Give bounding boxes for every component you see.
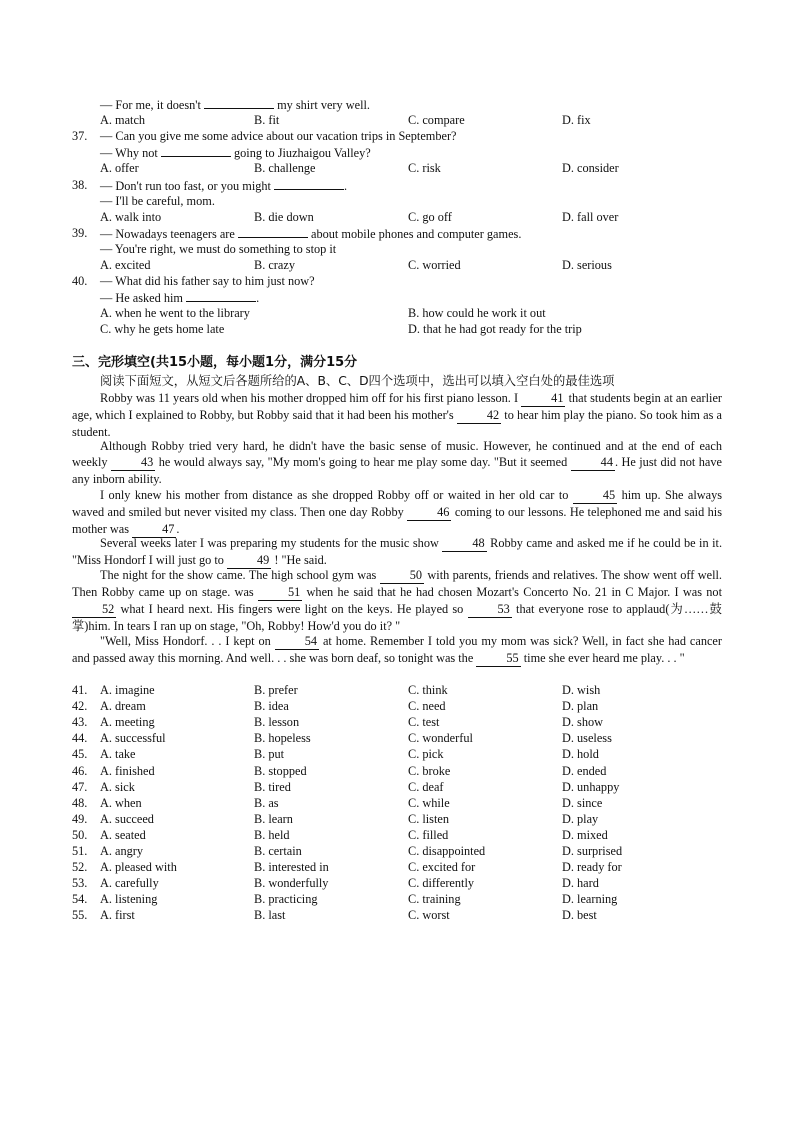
answer-option: B. stopped: [254, 763, 307, 778]
q37-option-c: C. risk: [408, 161, 441, 175]
answer-option: A. take: [100, 747, 136, 762]
blank-47: 47: [132, 521, 176, 538]
answer-option: B. interested in: [254, 860, 329, 875]
q37-option-a: A. offer: [100, 161, 139, 175]
answer-option: B. certain: [254, 844, 302, 858]
answer-number: 41.: [72, 683, 88, 697]
answer-number: 50.: [72, 827, 88, 842]
answer-option: B. last: [254, 908, 286, 923]
q38-line1-pre: — Don't run too fast, or you might: [100, 179, 275, 193]
section3-heading: 三、完形填空(共15小题，每小题1分，满分15分: [72, 355, 358, 370]
answer-number: 55.: [72, 908, 88, 923]
passage-paragraph-2: [72, 438, 722, 487]
answer-option: A. meeting: [100, 715, 155, 730]
blank-48: 48: [442, 535, 486, 552]
answer-number: 54.: [72, 892, 88, 907]
answer-option: D. ended: [562, 763, 607, 778]
p4-text-a: Several weeks later I was preparing my students for the music show: [100, 536, 443, 550]
answer-option: A. finished: [100, 763, 155, 778]
answer-option: A. sick: [100, 779, 135, 794]
q39-number: 39.: [72, 226, 88, 240]
p5-text-e: that everyone rose to applaud(为……鼓掌)him. In tears I ran up on stage, "Oh, Robby! How'd you do it? ": [72, 602, 722, 634]
answer-option: A. first: [100, 908, 135, 923]
passage-paragraph-1: [72, 390, 722, 440]
q36-stem: [100, 96, 370, 113]
answer-option: C. while: [408, 795, 450, 810]
p3-text-b: him up. She always waved and smiled but never visited my class. Then one day Robby: [72, 488, 723, 520]
blank-53: 53: [468, 601, 512, 618]
answer-option: A. angry: [100, 844, 144, 858]
answer-option: D. show: [562, 715, 603, 730]
answer-option: A. succeed: [100, 811, 154, 826]
answer-option: B. learn: [254, 811, 293, 826]
p6-text-a: "Well, Miss Hondorf. . . I kept on: [100, 634, 275, 648]
p2-text-c: . He just did not have any inborn ability.: [72, 455, 722, 487]
q38-line2: — I'll be careful, mom.: [100, 194, 215, 208]
q38-blank: [274, 177, 344, 190]
q39-option-b: B. crazy: [254, 258, 295, 272]
q39-line1: [100, 225, 521, 242]
passage-paragraph-6: [72, 633, 722, 667]
q39-option-a: A. excited: [100, 258, 151, 272]
answer-number: 52.: [72, 860, 88, 875]
answer-option: D. unhappy: [562, 779, 620, 794]
q38-line1-post: .: [344, 179, 348, 193]
q36-option-d: D. fix: [562, 113, 591, 127]
answer-option: B. hopeless: [254, 731, 311, 746]
blank-49: 49: [227, 552, 271, 569]
q36-option-a: A. match: [100, 113, 146, 127]
answer-option: D. hold: [562, 747, 599, 762]
answer-option: A. pleased with: [100, 860, 177, 875]
blank-51: 51: [258, 584, 302, 601]
q40-option-c: C. why he gets home late: [100, 322, 225, 336]
q39-line1-post: about mobile phones and computer games.: [307, 227, 522, 241]
q38-option-a: A. walk into: [100, 210, 162, 224]
answer-option: C. broke: [408, 763, 451, 778]
blank-46: 46: [407, 504, 451, 521]
q37-blank: [161, 144, 231, 157]
p1-text-a: Robby was 11 years old when his mother dropped him off for his first piano lesson. I: [100, 391, 522, 405]
q39-blank: [238, 225, 308, 238]
q40-number: 40.: [72, 274, 88, 288]
answer-option: B. wonderfully: [254, 876, 329, 891]
answer-option: C. deaf: [408, 779, 444, 794]
q40-blank: [186, 289, 256, 302]
answer-number: 42.: [72, 699, 88, 714]
passage-paragraph-5: [72, 567, 722, 634]
answer-option: D. learning: [562, 892, 618, 907]
q38-option-c: C. go off: [408, 210, 452, 224]
q39-line1-pre: — Nowadays teenagers are: [100, 227, 238, 241]
answer-option: C. worst: [408, 908, 450, 923]
q40-line2-post: .: [256, 291, 260, 305]
blank-55: 55: [476, 650, 520, 667]
answer-option: B. lesson: [254, 715, 300, 730]
q40-option-a: A. when he went to the library: [100, 306, 250, 320]
answer-option: A. dream: [100, 699, 146, 714]
answer-number: 51.: [72, 844, 88, 858]
q40-option-b: B. how could he work it out: [408, 306, 546, 320]
answer-option: C. differently: [408, 876, 475, 891]
q37-line1: — Can you give me some advice about our vacation trips in September?: [100, 129, 457, 143]
passage-paragraph-3: [72, 487, 722, 538]
blank-52: 52: [72, 601, 116, 618]
answer-option: B. held: [254, 827, 290, 842]
blank-42: 42: [457, 407, 501, 424]
q37-option-d: D. consider: [562, 161, 619, 175]
answer-option: B. practicing: [254, 892, 318, 907]
answer-option: B. tired: [254, 779, 291, 794]
q36-stem-after: my shirt very well.: [274, 98, 370, 112]
answer-option: C. test: [408, 715, 440, 730]
answer-option: B. as: [254, 795, 279, 810]
q36-blank: [204, 96, 274, 109]
q39-option-d: D. serious: [562, 258, 612, 272]
q37-line2-pre: — Why not: [100, 146, 161, 160]
answer-option: C. listen: [408, 811, 449, 826]
p4-text-c: ! "He said.: [271, 553, 327, 568]
q37-number: 37.: [72, 129, 88, 143]
answer-option: A. seated: [100, 827, 146, 842]
answer-option: D. best: [562, 908, 597, 923]
answer-option: B. put: [254, 747, 285, 762]
answer-option: D. ready for: [562, 860, 622, 875]
section3-instruction: 阅读下面短文，从短文后各题所给的A、B、C、D四个选项中，选出可以填入空白处的最佳选项: [100, 374, 615, 388]
p1-text-b: that students begin at an earlier age, which I explained to Robby, but Robby said that it had been his mother's: [72, 391, 722, 423]
p3-text-a: I only knew his mother from distance as she dropped Robby off or waited in her old car to: [100, 488, 573, 502]
answer-number: 45.: [72, 747, 88, 762]
q40-option-d: D. that he had got ready for the trip: [408, 322, 582, 336]
answer-option: C. need: [408, 699, 446, 714]
p3-text-c: coming to our lessons. He telephoned me and said his mother was: [72, 505, 722, 537]
answer-option: D. plan: [562, 699, 599, 714]
answer-option: C. training: [408, 892, 461, 907]
q36-stem-text: — For me, it doesn't: [100, 98, 205, 112]
p2-text-b: he would always say, "My mom's going to hear me play some day. "But it seemed: [155, 455, 571, 470]
answer-option: A. successful: [100, 731, 166, 746]
q38-option-b: B. die down: [254, 210, 314, 224]
answer-number: 49.: [72, 811, 88, 826]
answer-option: A. listening: [100, 892, 158, 907]
p4-text-b: Robby came and asked me if he could be in it. "Miss Hondorf I will just go to: [72, 536, 723, 568]
p5-text-c: when he said that he had chosen Mozart's Concerto No. 21 in C Major. I was not: [302, 585, 722, 600]
p5-text-b: with parents, friends and relatives. The show went off well. Then Robby came up on stage. was: [72, 568, 722, 600]
p2-text-a: Although Robby tried very hard, he didn't have the basic sense of music. However, he continued and at the end of each weekly: [72, 439, 722, 470]
blank-45: 45: [573, 487, 617, 504]
answer-option: C. filled: [408, 827, 449, 842]
p5-text-d: what I heard next. His fingers were light on the keys. He played so: [116, 602, 468, 617]
q40-line2: [100, 289, 259, 306]
answer-option: C. disappointed: [408, 844, 486, 858]
blank-41: 41: [521, 390, 565, 407]
answer-number: 53.: [72, 876, 88, 891]
q38-number: 38.: [72, 178, 88, 192]
answer-number: 47.: [72, 779, 88, 794]
answer-option: C. wonderful: [408, 731, 473, 746]
q37-option-b: B. challenge: [254, 161, 316, 175]
p3-text-d: .: [176, 522, 180, 537]
q38-line1: [100, 177, 347, 194]
answer-option: D. hard: [562, 876, 599, 891]
answer-option: B. idea: [254, 699, 289, 714]
p6-text-b: at home. Remember I told you my mom was sick? Well, in fact she had cancer and passed away this morning. And well. . . she was born deaf, so tonight was the: [72, 634, 722, 666]
q38-option-d: D. fall over: [562, 210, 619, 224]
q39-line2: — You're right, we must do something to stop it: [100, 242, 337, 256]
q37-line2-post: going to Jiuzhaigou Valley?: [230, 146, 371, 160]
answer-option: C. pick: [408, 747, 444, 762]
answer-option: C. excited for: [408, 860, 476, 875]
answer-option: D. surprised: [562, 844, 623, 858]
blank-54: 54: [275, 633, 319, 650]
answer-number: 43.: [72, 715, 88, 730]
p5-text-a: The night for the show came. The high school gym was: [100, 568, 380, 582]
answer-option: A. imagine: [100, 683, 155, 697]
answer-number: 44.: [72, 731, 88, 746]
answer-option: D. mixed: [562, 827, 608, 842]
q40-line2-pre: — He asked him: [100, 291, 187, 305]
q36-option-b: B. fit: [254, 113, 280, 127]
answer-option: B. prefer: [254, 683, 298, 697]
answer-option: A. carefully: [100, 876, 159, 891]
p1-text-c: to hear him play the piano. So took him as a student.: [72, 408, 722, 440]
blank-43: 43: [111, 454, 155, 471]
q36-option-c: C. compare: [408, 113, 465, 127]
q37-line2: [100, 144, 371, 161]
answer-option: A. when: [100, 795, 142, 810]
answer-option: D. useless: [562, 731, 612, 746]
answer-number: 48.: [72, 795, 88, 810]
answer-option: C. think: [408, 683, 448, 697]
answer-number: 46.: [72, 763, 88, 778]
q39-option-c: C. worried: [408, 258, 461, 272]
passage-paragraph-4: [72, 535, 722, 569]
blank-50: 50: [380, 567, 424, 584]
answer-option: D. wish: [562, 683, 601, 697]
answer-option: D. play: [562, 811, 599, 826]
blank-44: 44: [571, 454, 615, 471]
answer-option: D. since: [562, 795, 603, 810]
q40-line1: — What did his father say to him just now?: [100, 274, 315, 288]
p6-text-c: time she ever heard me play. . . ": [520, 651, 685, 666]
